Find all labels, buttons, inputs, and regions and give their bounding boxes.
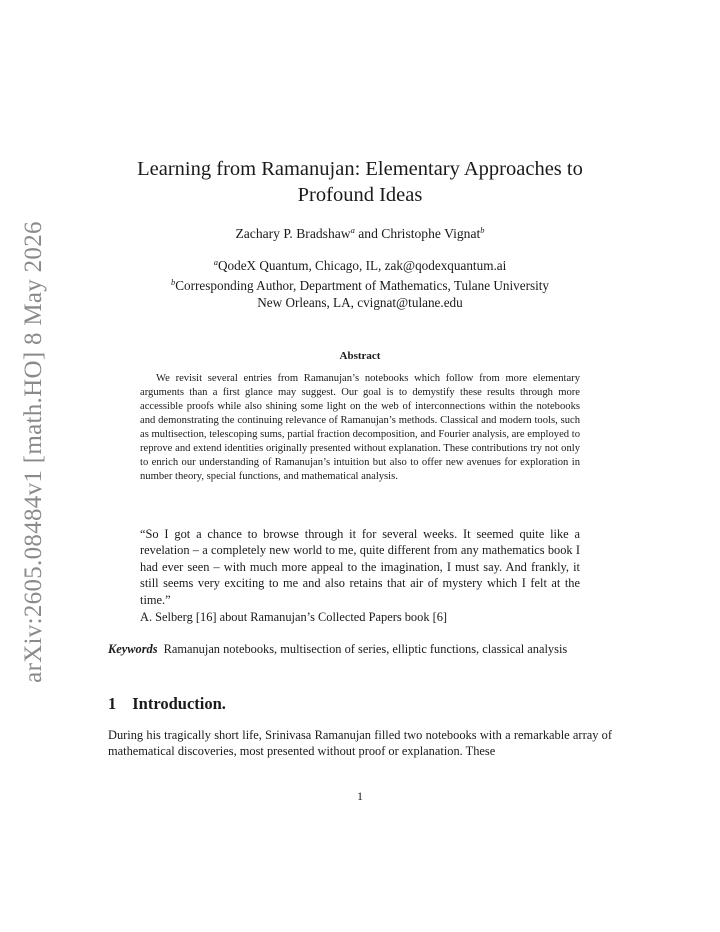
- section-heading: [108, 694, 226, 714]
- paper-title: [108, 156, 612, 208]
- section-number: 1: [108, 694, 117, 713]
- abstract-text: We revisit several entries from Ramanujan’s notebooks which follow from more elementary arguments than a first glance may suggest. Our goal is to demystify these results through more accessible proofs while also shining some light on the web of interconnections within the notebooks and demonstrating the continuing relevance of Ramanujan’s methods. Classical and modern tools, such as multisection, telescoping sums, partial fraction decomposition, and Fourier analysis, are employed to reprove and extend identities originally presented without explanation. These contributions try not only to enrich our understanding of Ramanujan’s intuition but also to offer new avenues for exploration in number theory, special functions, and mathematical analysis.: [140, 373, 580, 482]
- affiliations: [108, 254, 612, 311]
- author-list: [108, 225, 612, 242]
- keywords-text: Ramanujan notebooks, multisection of series, elliptic functions, classical analysis: [163, 642, 568, 656]
- abstract-heading: Abstract: [339, 350, 381, 362]
- epigraph-attribution: A. Selberg [16] about Ramanujan’s Collected Papers book [6]: [140, 610, 448, 624]
- affiliation-mark: a: [213, 257, 218, 267]
- page-number: 1: [357, 789, 363, 803]
- arxiv-identifier-text: arXiv:2605.08484v1 [math.HO] 8 May 2026: [20, 221, 47, 683]
- keywords-label: Keywords: [108, 642, 158, 656]
- affiliation-text: QodeX Quantum, Chicago, IL, zak@qodexquantum.ai: [217, 258, 507, 273]
- affiliation-mark: a: [350, 225, 355, 235]
- author-conjunction: and: [354, 226, 382, 241]
- keywords: [108, 641, 612, 657]
- title-line-1: Learning from Ramanujan: Elementary Approaches to: [137, 158, 583, 180]
- affiliation-a: [108, 254, 612, 274]
- introduction-paragraph: During his tragically short life, Srinivasa Ramanujan filled two notebooks with a remarkable array of mathematical discoveries, most presented without proof or explanation. These: [108, 728, 612, 758]
- affiliation-b: [108, 274, 612, 294]
- affiliation-mark: b: [170, 277, 176, 287]
- author-name: Zachary P. Bradshaw: [235, 226, 351, 241]
- affiliation-mark: b: [480, 225, 485, 235]
- affiliation-b-continued: New Orleans, LA, cvignat@tulane.edu: [257, 295, 463, 310]
- epigraph-quote: “So I got a chance to browse through it for several weeks. It seemed quite like a revelation – a completely new world to me, quite different from any mathematics book I had ever seen – with much more appeal to the imagination, I must say. And frankly, it still seems very exciting to me and also retains that air of mystery which I felt at the time.”: [140, 527, 580, 607]
- section-title: Introduction.: [132, 694, 226, 713]
- author-name: Christophe Vignat: [381, 226, 481, 241]
- title-line-2: Profound Ideas: [297, 184, 423, 206]
- affiliation-text: Corresponding Author, Department of Mathematics, Tulane University: [175, 278, 550, 293]
